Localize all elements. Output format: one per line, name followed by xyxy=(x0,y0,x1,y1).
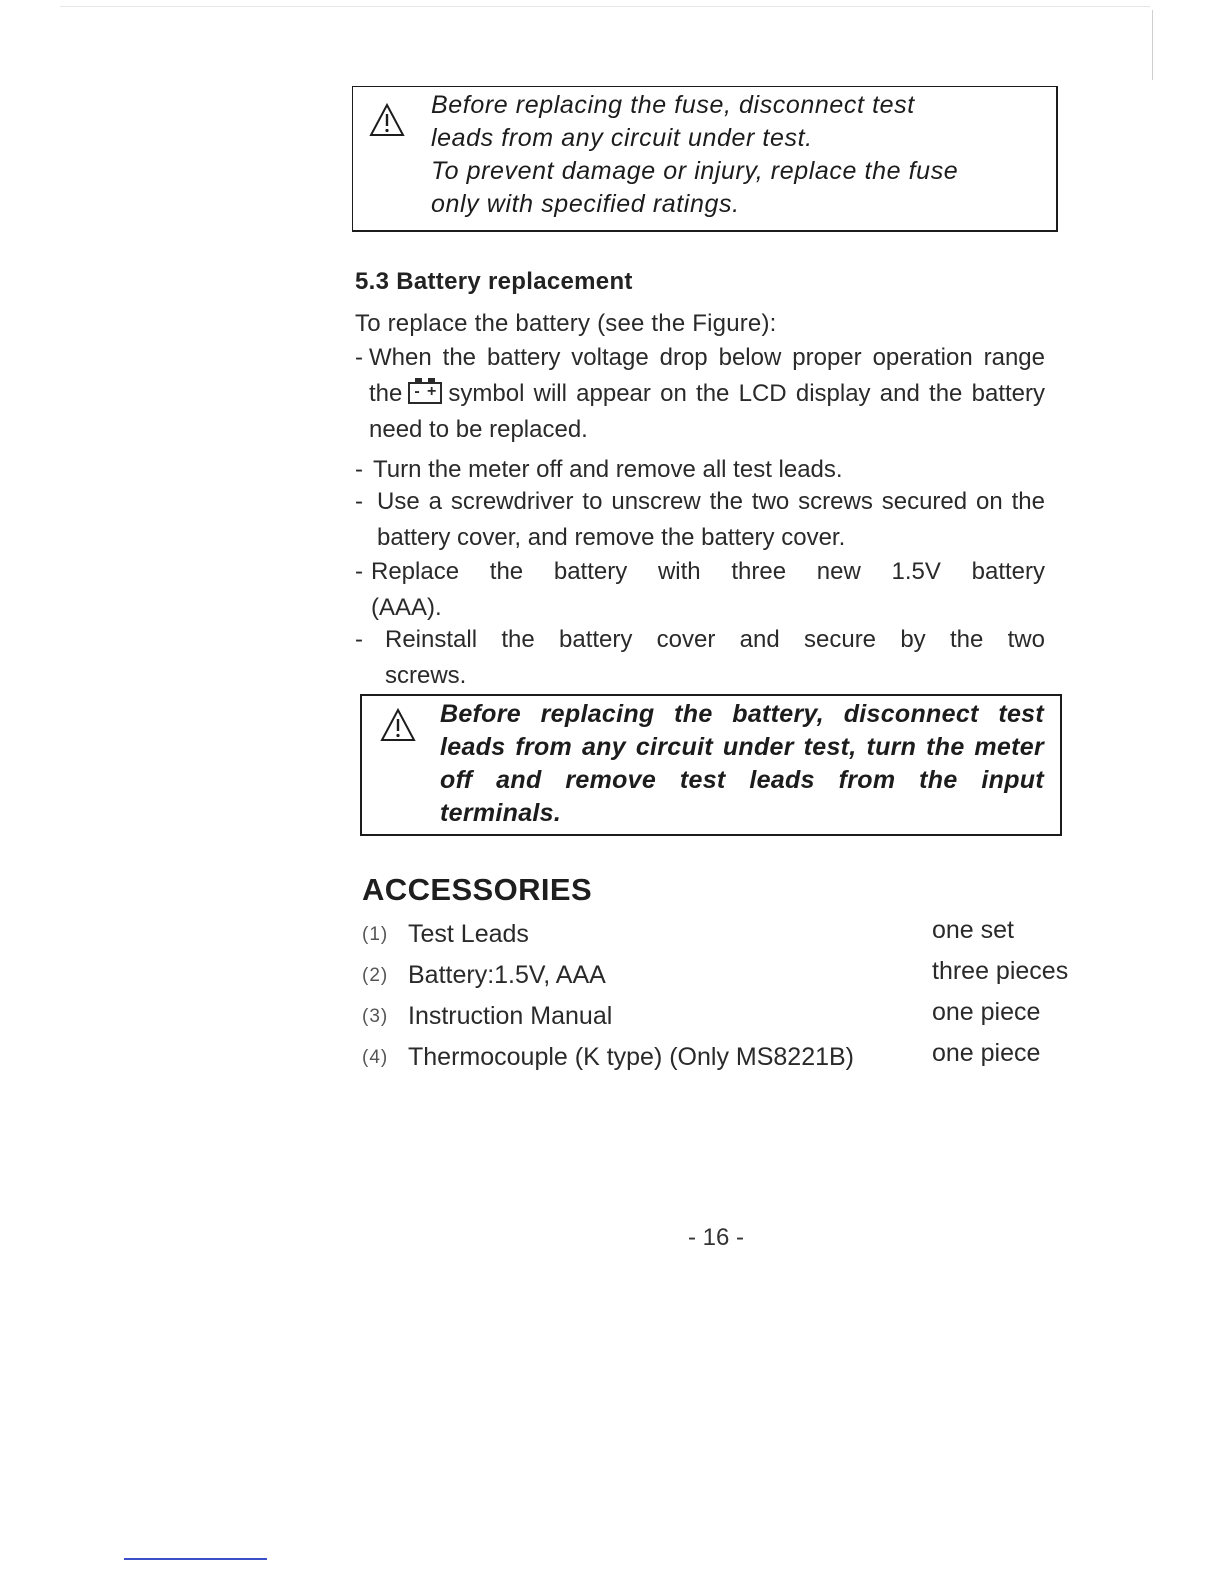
step-dash: - xyxy=(355,626,363,653)
accessory-number: (2) xyxy=(362,965,389,986)
page-edge-right xyxy=(1152,10,1153,80)
accessory-name: Test Leads xyxy=(408,920,529,948)
page-number: - 16 - xyxy=(688,1224,745,1251)
step-dash: - xyxy=(355,344,363,371)
warning-triangle-icon xyxy=(380,708,416,742)
battery-icon xyxy=(408,382,442,404)
accessory-quantity: one piece xyxy=(932,998,1041,1026)
accessory-item xyxy=(362,918,1122,959)
step-dash: - xyxy=(355,558,363,585)
step-text: Reinstall the battery cover and secure by the two screws. xyxy=(385,626,1045,689)
accessory-number: (1) xyxy=(362,924,389,945)
step-dash: - xyxy=(355,488,363,515)
accessory-item xyxy=(362,1041,1122,1082)
fuse-warning-box xyxy=(352,86,1058,232)
accessory-name: Thermocouple (K type) (Only MS8221B) xyxy=(408,1043,855,1071)
accessory-quantity: three pieces xyxy=(932,957,1069,985)
step-item xyxy=(355,340,1045,448)
battery-minus-sign: - xyxy=(414,383,420,400)
accessory-quantity: one set xyxy=(932,916,1015,944)
fuse-warning-text xyxy=(431,89,1031,221)
accessories-list xyxy=(362,918,1122,1082)
step-text: Use a screwdriver to unscrew the two screws secured on the battery cover, and remove the battery cover. xyxy=(377,488,1045,551)
step-text: Turn the meter off and remove all test leads. xyxy=(373,456,843,483)
section-heading: 5.3 Battery replacement xyxy=(355,268,633,295)
battery-warning-box xyxy=(360,694,1062,836)
accessories-heading: ACCESSORIES xyxy=(362,872,593,907)
step-text-after-symbol: symbol will appear on the LCD display and the battery need to be replaced. xyxy=(369,380,1045,443)
fuse-warning-line: leads from any circuit under test. xyxy=(431,124,813,152)
accessory-item xyxy=(362,959,1122,1000)
battery-plus-sign: + xyxy=(427,383,437,400)
footer-rule xyxy=(124,1558,267,1560)
accessory-number: (4) xyxy=(362,1047,389,1068)
fuse-warning-line: only with specified ratings. xyxy=(431,190,740,218)
accessory-name: Battery:1.5V, AAA xyxy=(408,961,606,989)
battery-warning-text: Before replacing the battery, disconnect test leads from any circuit under test, turn the meter off and remove test leads from the input terminals. xyxy=(440,700,1044,827)
warning-triangle-icon xyxy=(369,103,405,137)
step-text-before-symbol: When the battery voltage drop below proper operation range the xyxy=(369,344,1045,407)
section-intro: To replace the battery (see the Figure): xyxy=(355,310,777,337)
accessory-item xyxy=(362,1000,1122,1041)
step-item xyxy=(355,554,1045,626)
fuse-warning-line: To prevent damage or injury, replace the fuse xyxy=(431,157,959,185)
step-text: Replace the battery with three new 1.5V battery (AAA). xyxy=(371,558,1045,621)
step-item xyxy=(355,622,1045,694)
accessory-quantity: one piece xyxy=(932,1039,1041,1067)
step-dash: - xyxy=(355,456,363,483)
step-item xyxy=(355,484,1045,556)
step-item xyxy=(355,452,1045,488)
step-text xyxy=(355,340,1045,448)
accessory-name: Instruction Manual xyxy=(408,1002,613,1030)
accessory-number: (3) xyxy=(362,1006,389,1027)
page-edge-top xyxy=(60,6,1150,7)
fuse-warning-line: Before replacing the fuse, disconnect test xyxy=(431,91,915,119)
